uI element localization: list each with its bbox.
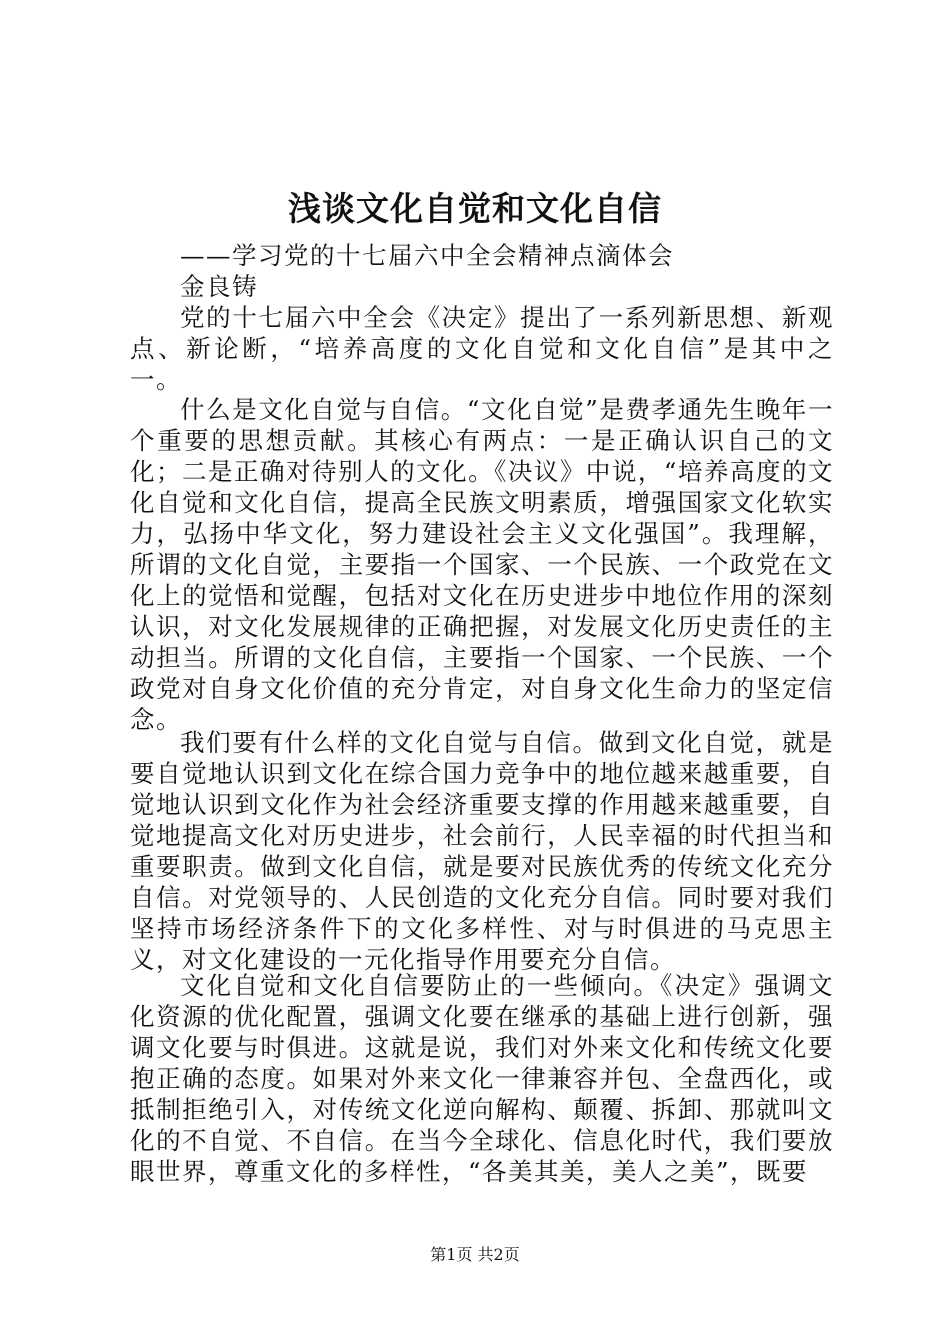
body-paragraph: 党的十七届六中全会《决定》提出了一系列新思想、新观点、新论断，“培养高度的文化自觉和文化自信”是其中之一。: [130, 303, 834, 394]
document-title: 浅谈文化自觉和文化自信: [288, 189, 662, 228]
page-number-footer: 第1页 共2页: [430, 1245, 520, 1264]
body-paragraph: 我们要有什么样的文化自觉与自信。做到文化自觉，就是要自觉地认识到文化在综合国力竞争中的地位越来越重要，自觉地认识到文化作为社会经济重要支撑的作用越来越重要，自觉地提高文化对历史进步，社会前行，人民幸福的时代担当和重要职责。做到文化自信，就是要对民族优秀的传统文化充分自信。对党领导的、人民创造的文化充分自信。同时要对我们坚持市场经济条件下的文化多样性、对与时俱进的马克思主义，对文化建设的一元化指导作用要充分自信。: [130, 728, 834, 974]
author-name: 金良铸: [180, 272, 258, 301]
document-subtitle: ——学习党的十七届六中全会精神点滴体会: [180, 241, 674, 270]
body-paragraph: 什么是文化自觉与自信。“文化自觉”是费孝通先生晚年一个重要的思想贡献。其核心有两点：一是正确认识自己的文化；二是正确对待别人的文化。《决议》中说，“培养高度的文化自觉和文化自信，提高全民族文明素质，增强国家文化软实力，弘扬中华文化，努力建设社会主义文化强国”。我理解，所谓的文化自觉，主要指一个国家、一个民族、一个政党在文化上的觉悟和觉醒，包括对文化在历史进步中地位作用的深刻认识，对文化发展规律的正确把握，对发展文化历史责任的主动担当。所谓的文化自信，主要指一个国家、一个民族、一个政党对自身文化价值的充分肯定，对自身文化生命力的坚定信念。: [130, 395, 834, 734]
body-paragraph: 文化自觉和文化自信要防止的一些倾向。《决定》强调文化资源的优化配置，强调文化要在继承的基础上进行创新，强调文化要与时俱进。这就是说，我们对外来文化和传统文化要抱正确的态度。如果对外来文化一律兼容并包、全盘西化，或抵制拒绝引入，对传统文化逆向解构、颠覆、拆卸、那就叫文化的不自觉、不自信。在当今全球化、信息化时代，我们要放眼世界，尊重文化的多样性，“各美其美，美人之美”，既要: [130, 971, 834, 1186]
